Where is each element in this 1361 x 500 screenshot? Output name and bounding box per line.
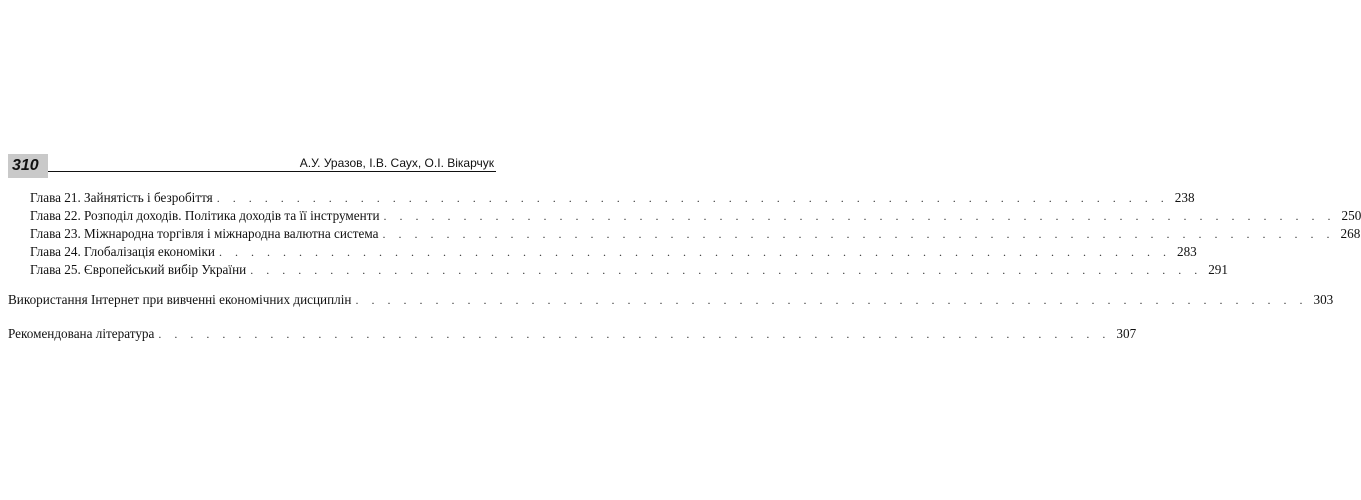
toc-leader-dots: . . . . . . . . . . . . . . . . . . . . . . . . . . . . . . . . . . . . . . . . . . . . . . . . . . . . . . . . . . . .	[250, 263, 1203, 277]
toc-leader-dots: . . . . . . . . . . . . . . . . . . . . . . . . . . . . . . . . . . . . . . . . . . . . . . . . . . . . . . . . . . . .	[216, 191, 1169, 205]
toc-entry-title: Рекомендована література	[8, 326, 155, 341]
toc-entry-chapter-24[interactable]	[30, 244, 1197, 260]
toc-leader-dots: . . . . . . . . . . . . . . . . . . . . . . . . . . . . . . . . . . . . . . . . . . . . . . . . . . . . . . . . . . . .	[382, 227, 1335, 241]
header-rule	[48, 171, 496, 172]
toc-entry-chapter-23[interactable]	[30, 226, 1361, 242]
toc-entry-page: 291	[1208, 262, 1228, 277]
page-number: 310	[8, 154, 48, 178]
toc-entry-page: 303	[1313, 292, 1334, 307]
toc-entry-title: Глава 22. Розподіл доходів. Політика доходів та її інструменти	[30, 208, 380, 223]
toc-entry-chapter-25[interactable]	[30, 262, 1228, 278]
running-head: А.У. Уразов, І.В. Саух, О.І. Вікарчук	[299, 156, 494, 170]
toc-entry-title: Глава 23. Міжнародна торгівля і міжнародна валютна система	[30, 226, 379, 241]
toc-entry-title: Глава 21. Зайнятість і безробіття	[30, 190, 213, 205]
toc-entry-page: 307	[1116, 326, 1137, 341]
toc-entry-page: 268	[1340, 226, 1361, 241]
toc-entry-title: Глава 25. Європейський вибір України	[30, 262, 247, 277]
toc-entry-page: 238	[1174, 190, 1195, 205]
toc-entry-title: Глава 24. Глобалізація економіки	[30, 244, 215, 259]
toc-entry-page: 283	[1176, 244, 1197, 259]
toc-entry-title: Використання Інтернет при вивченні економічних дисциплін	[8, 292, 352, 307]
toc-entry-recommended-literature[interactable]	[8, 326, 1137, 342]
toc-leader-dots: . . . . . . . . . . . . . . . . . . . . . . . . . . . . . . . . . . . . . . . . . . . . . . . . . . . . . . . . . . . .	[355, 293, 1308, 307]
page-header	[8, 154, 496, 178]
toc-entry-chapter-21[interactable]	[30, 190, 1195, 206]
toc-entry-chapter-22[interactable]	[30, 208, 1361, 224]
toc-leader-dots: . . . . . . . . . . . . . . . . . . . . . . . . . . . . . . . . . . . . . . . . . . . . . . . . . . . . . . . . . . . .	[218, 245, 1171, 259]
toc-entry-page: 250	[1341, 208, 1361, 223]
toc-leader-dots: . . . . . . . . . . . . . . . . . . . . . . . . . . . . . . . . . . . . . . . . . . . . . . . . . . . . . . . . . . . .	[383, 209, 1336, 223]
toc-entry-internet-usage[interactable]	[8, 292, 1334, 308]
toc-leader-dots: . . . . . . . . . . . . . . . . . . . . . . . . . . . . . . . . . . . . . . . . . . . . . . . . . . . . . . . . . . . .	[158, 327, 1111, 341]
